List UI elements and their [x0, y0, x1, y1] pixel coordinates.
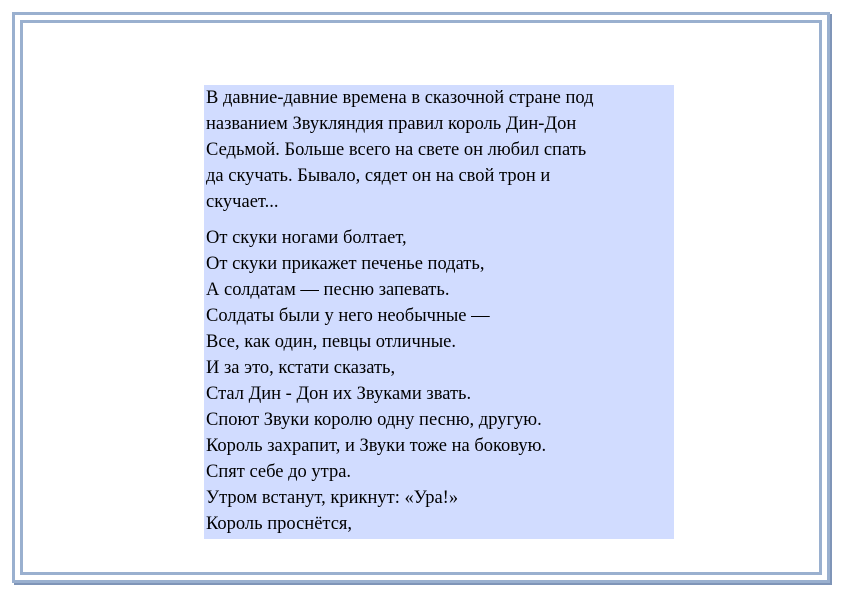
verse-line: Король захрапит, и Звуки тоже на боковую. [206, 436, 547, 456]
verse-paragraph [206, 225, 674, 537]
intro-line: скучает... [206, 192, 279, 212]
intro-paragraph [206, 85, 674, 215]
intro-line: названием Звукляндия правил король Дин-Дон [206, 114, 577, 134]
story-text-block [204, 85, 674, 539]
verse-line: От скуки прикажет печенье подать, [206, 254, 485, 274]
verse-line: И за это, кстати сказать, [206, 358, 396, 378]
verse-line: Споют Звуки королю одну песню, другую. [206, 410, 542, 430]
verse-line: Стал Дин - Дон их Звуками звать. [206, 384, 472, 404]
verse-line: Солдаты были у него необычные — [206, 306, 490, 326]
intro-line: В давние-давние времена в сказочной стране под [206, 88, 594, 108]
intro-line: Седьмой. Больше всего на свете он любил спать [206, 140, 587, 160]
verse-line: Утром встанут, крикнут: «Ура!» [206, 488, 459, 508]
verse-line: Король проснётся, [206, 514, 353, 534]
verse-line: Все, как один, певцы отличные. [206, 332, 456, 352]
verse-line: А солдатам — песню запевать. [206, 280, 450, 300]
intro-line: да скучать. Бывало, сядет он на свой трон и [206, 166, 551, 186]
verse-line: От скуки ногами болтает, [206, 228, 407, 248]
verse-line: Спят себе до утра. [206, 462, 352, 482]
